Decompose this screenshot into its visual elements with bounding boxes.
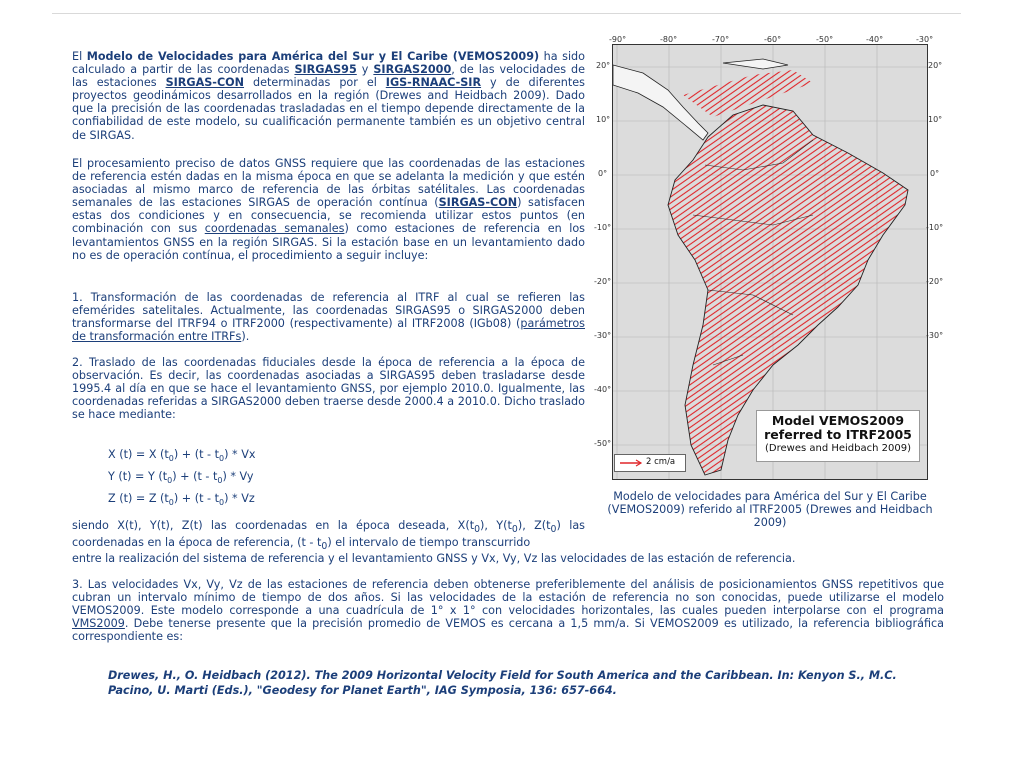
- bibliographic-reference: Drewes, H., O. Heidbach (2012). The 2009 Horizontal Velocity Field for South America and the Caribbean. In: Kenyon S., M.C. Pacino, U. Marti (Eds.), "Geodesy for Planet Earth", IAG Symposia, 136: 657-664.: [108, 669, 897, 697]
- weekly-coordinates-link[interactable]: coordenadas semanales: [204, 222, 345, 236]
- sirgas-con-link[interactable]: SIRGAS-CON: [165, 76, 245, 90]
- legend-title-2: referred to ITRF2005: [764, 427, 912, 442]
- formula-y: Y (t) = Y $(t_0) + (t - t_0) * Vy$: [108, 469, 254, 486]
- sirgas2000-link[interactable]: SIRGAS2000: [373, 63, 452, 77]
- formula-explanation-line2: entre la realización del sistema de referencia y el levantamiento GNSS y Vx, Vy, Vz las velocidades de las estación de referencia.: [72, 552, 796, 565]
- step-3-paragraph: 3. Las velocidades Vx, Vy, Vz de las estaciones de referencia deben obtenerse preferiblemente del análisis de posicionamientos GNSS repetitivos que cubran un intervalo mínimo de tiempo de dos años. Si las velocidades de la estación de referencia no son conocidas, puede utilizarse el modelo VEMOS2009. Este modelo corresponde a una cuadrícula de 1° x 1° con velocidades horizontales, las cuales pueden interpolarse con el programa VMS2009. Debe tenerse presente que la precisión promedio de VEMOS es cercana a 1,5 mm/a. Si VEMOS2009 es utilizado, la referencia bibliográfica correspondiente es:: [72, 578, 944, 644]
- itrf-parameters-link[interactable]: parámetros de transformación entre ITRFs: [72, 317, 585, 344]
- gnss-processing-paragraph: El procesamiento preciso de datos GNSS requiere que las coordenadas de las estaciones de referencia estén dadas en la misma época en que se adelanta la medición y que estén asociadas al mismo marco de referencia de las órbitas satélitales. Las coordenadas semanales de las estaciones SIRGAS de operación contínua (SIRGAS-CON) satisfacen estas dos condiciones y en consecuencia, se recomienda utilizar estos puntos (en combinación con sus coordenadas semanales) como estaciones de referencia en los levantamientos GNSS en la región SIRGAS. Si la estación base en un levantamiento dado no es de operación contínua, el procedimiento a seguir incluye:: [72, 157, 585, 262]
- scale-box: [614, 454, 686, 472]
- step-1-paragraph: 1. Transformación de las coordenadas de referencia al ITRF al cual se refieren las efemérides satelitales. Actualmente, las coordenadas SIRGAS95 o SIRGAS2000 deben transformarse del ITRF94 o ITRF2000 (respectivamente) al ITRF2008 (IGb08) (parámetros de transformación entre ITRFs).: [72, 291, 585, 344]
- legend-credit: (Drewes and Heidbach 2009): [765, 443, 911, 454]
- igs-rnaac-sir-link[interactable]: IGS-RNAAC-SIR: [385, 76, 482, 90]
- velocity-formulas: [108, 446, 255, 511]
- formula-explanation: siendo X(t), Y(t), Z(t) las coordenadas en la época deseada, $X(t_0)$, $Y(t_0)$, $Z(t_0)$ las coordenadas en la época de referencia, $(t - t_0)$ el intervalo de tiempo transcurrido: [72, 519, 586, 553]
- scale-label: 2 cm/a: [646, 457, 676, 467]
- map-legend: [756, 410, 920, 462]
- figure-caption: Modelo de velocidades para América del Sur y El Caribe (VEMOS2009) referido al ITRF2005 (Drewes and Heidbach 2009): [607, 490, 933, 530]
- top-divider: [52, 13, 961, 14]
- legend-title-1: Model VEMOS2009: [771, 413, 905, 428]
- formula-x: X (t) = X $(t_0) + (t - t_0) * Vx$: [108, 448, 256, 464]
- scale-arrow-icon: [618, 456, 644, 470]
- step-2-paragraph: 2. Traslado de las coordenadas fiduciales desde la época de referencia a la época de observación. Es decir, las coordenadas asociadas a SIRGAS95 deben trasladarse desde 1995.4 al día en que se hace el levantamiento GNSS, por ejemplo 2010.0. Igualmente, las coordenadas referidas a SIRGAS2000 deben traerse desde 2000.4 a 2010.0. Dicho traslado se hace mediante:: [72, 356, 585, 422]
- sirgas-con-link-2[interactable]: SIRGAS-CON: [438, 196, 518, 210]
- formula-z: Z (t) = Z $(t_0) + (t - t_0) * Vz$: [108, 491, 255, 507]
- caribbean-islands: [723, 59, 788, 69]
- model-name: Modelo de Velocidades para América del Sur y El Caribe (VEMOS2009): [86, 50, 540, 63]
- vms2009-link[interactable]: VMS2009: [72, 617, 125, 631]
- intro-paragraph: El Modelo de Velocidades para América del Sur y El Caribe (VEMOS2009) ha sido calculado a partir de las coordenadas SIRGAS95 y SIRGAS2000, de las velocidades de las estaciones SIRGAS-CON determinadas por el IGS-RNAAC-SIR y de diferentes proyectos geodinámicos desarrollados en la región (Drewes and Heidbach 2009). Dado que la precisión de las coordenadas trasladadas en el tiempo depende directamente de la confiabilidad de este modelo, su cualificación permanente también es un objetivo central de SIRGAS.: [72, 50, 586, 142]
- sirgas95-link[interactable]: SIRGAS95: [294, 63, 357, 77]
